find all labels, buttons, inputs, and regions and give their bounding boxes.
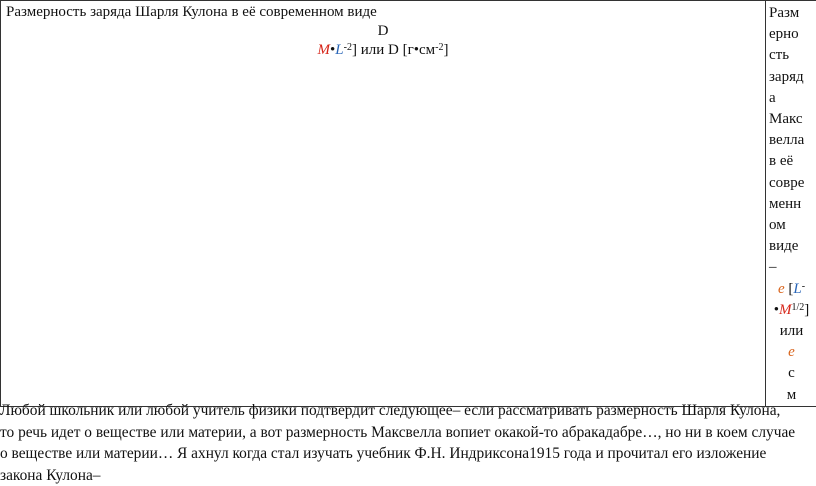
maxwell-line: – — [769, 257, 814, 278]
formula-dot: • — [330, 42, 335, 58]
maxwell-formula-b — [769, 300, 814, 321]
maxwell-line: совре — [769, 173, 814, 194]
maxwell-open: [ — [785, 281, 794, 297]
formula-l: L — [335, 42, 343, 58]
paragraph-line: то речь идет о веществе или материи, а вот размерность Максвелла вопиет окакой-то абракадабре…, но ни в коем случае — [0, 422, 816, 444]
formula-m: M — [318, 42, 331, 58]
coulomb-symbol: D — [6, 22, 760, 41]
maxwell-tail2: м — [769, 385, 814, 406]
maxwell-line: ом — [769, 215, 814, 236]
maxwell-close: ] — [804, 302, 809, 318]
maxwell-line: велла — [769, 130, 814, 151]
formula-close: ] — [352, 42, 357, 58]
coulomb-formula — [6, 41, 760, 60]
maxwell-m-exp: 1/2 — [791, 302, 804, 313]
maxwell-line: сть — [769, 45, 814, 66]
formula-cm-exp: -2 — [435, 42, 443, 53]
maxwell-formula-a — [769, 279, 814, 300]
maxwell-l: L — [793, 281, 801, 297]
maxwell-tail1: с — [769, 363, 814, 384]
maxwell-l-exp: - — [802, 281, 805, 292]
formula-l-exp: -2 — [344, 42, 352, 53]
paragraph-line: Любой школьник или любой учитель физики подтвердит следующее– если рассматривать размерность Шарля Кулона, — [0, 400, 816, 422]
maxwell-line: а — [769, 88, 814, 109]
maxwell-line: менн — [769, 194, 814, 215]
maxwell-line: в её — [769, 151, 814, 172]
maxwell-line: Разм — [769, 3, 814, 24]
maxwell-line: заряд — [769, 67, 814, 88]
maxwell-m: M — [779, 302, 792, 318]
maxwell-e: e — [778, 281, 785, 297]
body-paragraph — [0, 400, 816, 486]
maxwell-line: ерно — [769, 24, 814, 45]
paragraph-line: закона Кулона– — [0, 465, 816, 486]
maxwell-cell — [766, 1, 816, 407]
formula-end: ] — [443, 42, 448, 58]
formula-mid: или D [г•см — [357, 42, 435, 58]
paragraph-line: о веществе или материи… Я ахнул когда стал изучать учебник Ф.Н. Индриксона1915 года и прочитал его изложение — [0, 443, 816, 465]
maxwell-line: Макс — [769, 109, 814, 130]
maxwell-e2: e — [769, 342, 814, 363]
coulomb-heading: Размерность заряда Шарля Кулона в её современном виде — [6, 3, 760, 22]
maxwell-dot: • — [774, 302, 779, 318]
coulomb-cell — [1, 1, 766, 407]
maxwell-ili: или — [769, 321, 814, 342]
maxwell-line: виде — [769, 236, 814, 257]
